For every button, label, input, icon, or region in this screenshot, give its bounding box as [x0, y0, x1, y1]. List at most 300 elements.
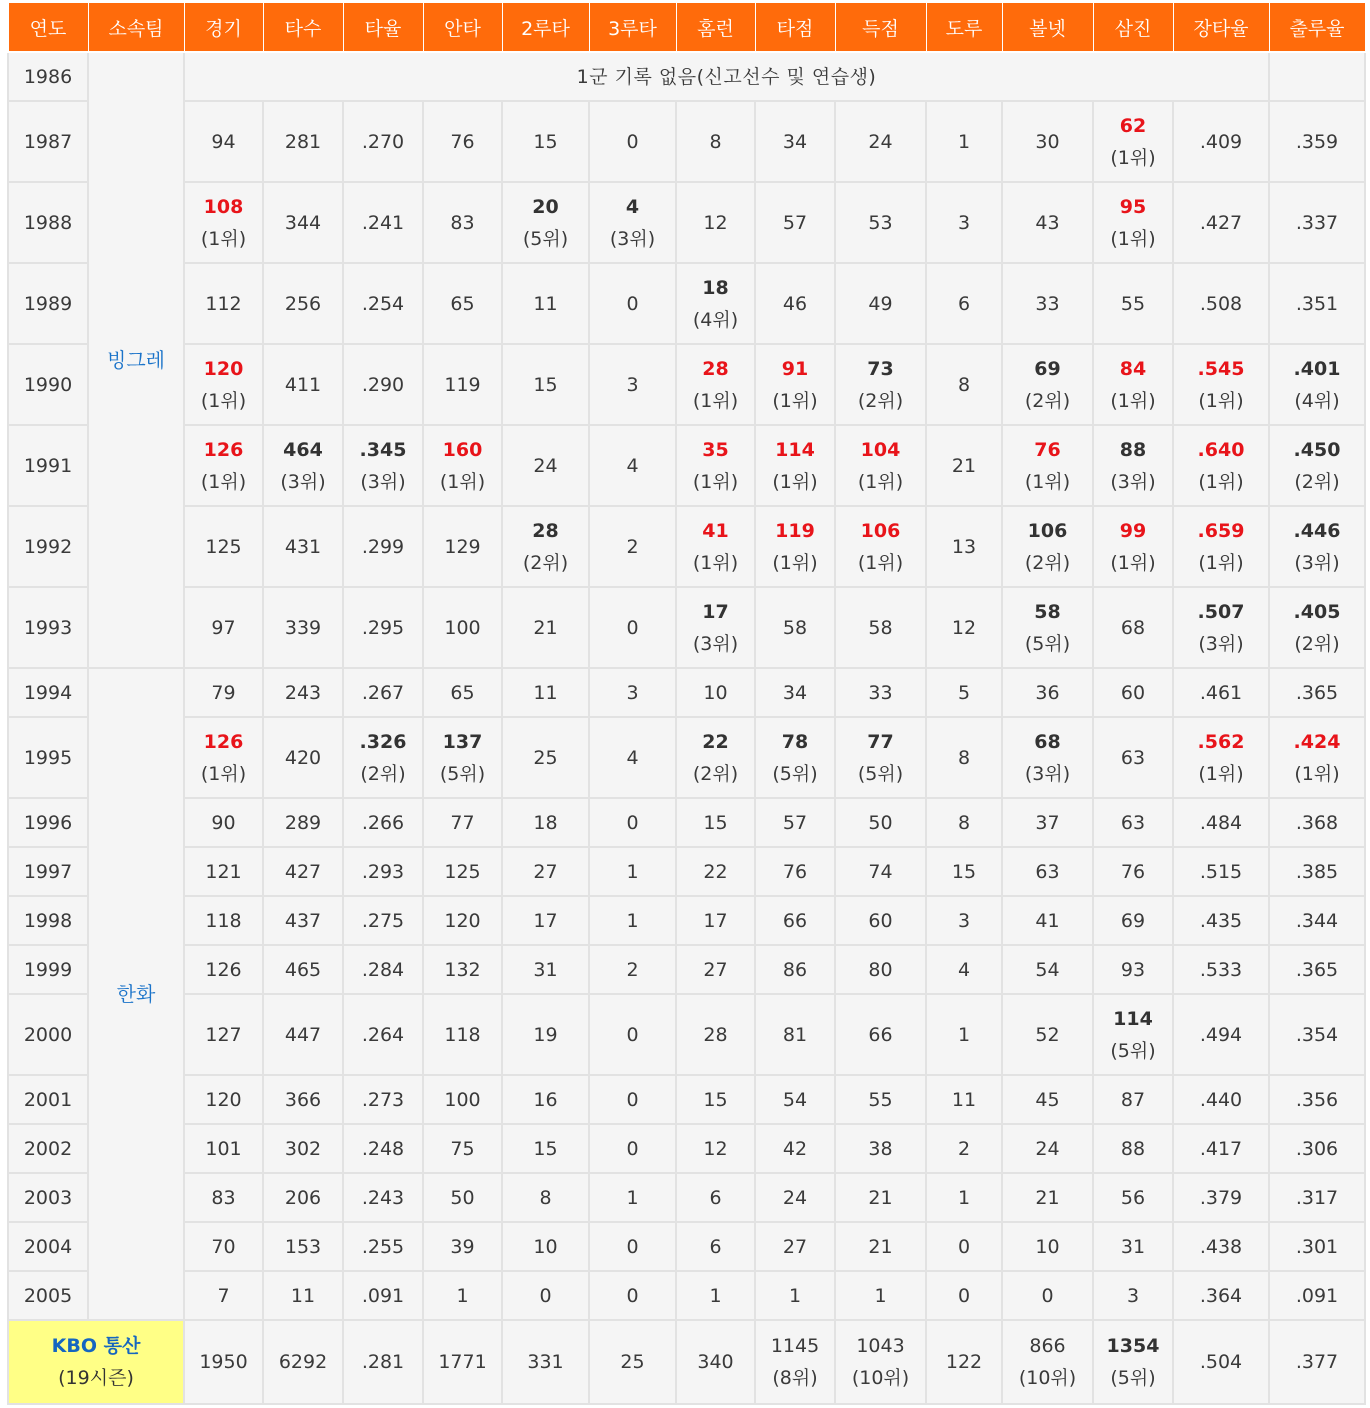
table-row	[8, 1271, 1365, 1320]
stat-cell	[1093, 101, 1173, 182]
stat-rank: (2위)	[1294, 470, 1340, 493]
stat-cell	[184, 1222, 263, 1271]
stat-value: .359	[1295, 130, 1339, 153]
stat-cell	[676, 506, 755, 587]
stat-value: 114	[775, 438, 815, 461]
stat-value: 27	[533, 860, 558, 883]
stat-cell	[1269, 847, 1365, 896]
stat-cell	[263, 668, 343, 717]
stat-value: 24	[782, 1186, 808, 1209]
stat-value: 91	[781, 357, 809, 380]
stat-value: .299	[361, 535, 405, 558]
stat-value: .365	[1295, 958, 1339, 981]
stat-value: 42	[782, 1137, 808, 1160]
stat-cell	[755, 1173, 835, 1222]
stat-value: 1	[957, 1023, 971, 1046]
stat-rank: (1위)	[200, 470, 247, 493]
stat-cell	[1269, 945, 1365, 994]
stat-value: 11	[290, 1284, 316, 1307]
stat-cell	[835, 717, 926, 798]
column-header: 안타	[423, 3, 502, 53]
stat-cell	[423, 344, 502, 425]
stat-value: .290	[361, 373, 405, 396]
stat-value: 66	[868, 1023, 893, 1046]
stat-cell	[1173, 506, 1269, 587]
stat-rank: (5위)	[1110, 1367, 1156, 1389]
stat-value: 129	[444, 535, 481, 558]
stat-cell	[835, 945, 926, 994]
stat-value: .091	[1295, 1284, 1339, 1307]
stat-cell	[835, 182, 926, 263]
stat-cell	[1269, 896, 1365, 945]
table-row	[8, 945, 1365, 994]
stat-value: 4	[626, 454, 639, 477]
stat-cell	[1093, 717, 1173, 798]
column-header: 경기	[184, 3, 263, 53]
stat-rank: (10위)	[1018, 1367, 1077, 1389]
stat-value: 27	[703, 958, 728, 981]
stat-value: .450	[1293, 438, 1341, 461]
stat-cell	[676, 847, 755, 896]
stat-cell	[263, 587, 343, 668]
table-header	[8, 3, 1365, 53]
stat-cell	[343, 1320, 423, 1404]
stat-cell	[263, 1124, 343, 1173]
stat-value: 66	[782, 909, 808, 932]
stat-value: 13	[951, 535, 977, 558]
stat-cell	[1173, 717, 1269, 798]
stat-value: 62	[1119, 114, 1147, 137]
stat-rank: (1위)	[772, 551, 818, 574]
stat-value: 58	[782, 616, 808, 639]
stat-value: 69	[1034, 357, 1061, 380]
stat-cell	[502, 896, 589, 945]
stat-value: 104	[860, 438, 901, 461]
stat-value: 0	[957, 1235, 971, 1258]
stat-value: 118	[444, 1023, 481, 1046]
stat-cell	[755, 1124, 835, 1173]
stat-cell	[343, 1271, 423, 1320]
table-row	[8, 1075, 1365, 1124]
stat-cell	[502, 945, 589, 994]
stat-rank: (1위)	[857, 551, 904, 574]
stat-value: 17	[703, 909, 728, 932]
stat-cell	[835, 1320, 926, 1404]
stat-cell	[676, 101, 755, 182]
stat-value: .484	[1199, 811, 1243, 834]
stat-value: 55	[868, 1088, 893, 1111]
stat-value: 0	[1041, 1284, 1054, 1307]
column-header: 타수	[263, 3, 343, 53]
stat-cell	[1269, 668, 1365, 717]
stat-rank: (5위)	[1024, 632, 1071, 655]
stat-cell	[1093, 1124, 1173, 1173]
stat-value: 76	[782, 860, 808, 883]
stat-cell	[1093, 1222, 1173, 1271]
stat-value: 366	[284, 1088, 322, 1111]
stat-cell	[343, 668, 423, 717]
column-header: 삼진	[1093, 3, 1173, 53]
stat-value: .385	[1295, 860, 1339, 883]
stat-cell	[926, 847, 1002, 896]
stat-cell	[1269, 798, 1365, 847]
stat-value: .264	[361, 1023, 405, 1046]
stat-cell	[1093, 896, 1173, 945]
stat-rank: (2위)	[857, 389, 904, 412]
stat-value: 54	[782, 1088, 808, 1111]
stat-value: 10	[533, 1235, 558, 1258]
stat-cell	[676, 1124, 755, 1173]
stat-value: 68	[1120, 616, 1146, 639]
stat-cell	[502, 994, 589, 1075]
stat-value: 1	[709, 1284, 722, 1307]
stat-cell	[423, 994, 502, 1075]
stat-rank: (1위)	[200, 227, 247, 250]
stat-value: 120	[205, 1088, 242, 1111]
stat-cell	[676, 1271, 755, 1320]
column-header: 타점	[755, 3, 835, 53]
stat-cell	[835, 263, 926, 344]
stat-value: 25	[620, 1351, 645, 1373]
stat-cell	[589, 798, 676, 847]
stat-cell	[1002, 506, 1093, 587]
year-cell: 1993	[8, 587, 88, 668]
stat-value: 8	[957, 746, 971, 769]
year-cell: 1988	[8, 182, 88, 263]
stat-value: 28	[702, 357, 729, 380]
stat-value: 15	[533, 373, 558, 396]
stat-cell	[926, 506, 1002, 587]
stat-value: 344	[284, 211, 322, 234]
stat-cell	[263, 1222, 343, 1271]
column-header: 타율	[343, 3, 423, 53]
stat-cell	[263, 344, 343, 425]
stat-value: 63	[1120, 811, 1146, 834]
stat-value: 43	[1035, 211, 1060, 234]
stat-value: 46	[782, 292, 808, 315]
stat-cell	[423, 1271, 502, 1320]
stat-value: 58	[1034, 600, 1061, 623]
stat-cell	[1173, 847, 1269, 896]
stat-value: 3	[626, 373, 639, 396]
team-cell: 한화	[88, 668, 184, 1320]
stat-cell	[1002, 1173, 1093, 1222]
stat-value: 119	[775, 519, 815, 542]
stat-value: 121	[205, 860, 242, 883]
stat-value: 106	[860, 519, 901, 542]
stat-value: 94	[211, 130, 236, 153]
stat-value: .435	[1199, 909, 1243, 932]
stat-cell	[1002, 182, 1093, 263]
stat-cell	[1093, 1075, 1173, 1124]
stat-cell	[835, 847, 926, 896]
stat-cell	[502, 1320, 589, 1404]
stat-rank: (5위)	[772, 762, 818, 785]
stat-cell	[502, 668, 589, 717]
stat-cell	[835, 1222, 926, 1271]
stat-cell	[755, 847, 835, 896]
stat-cell	[926, 344, 1002, 425]
stat-value: .295	[361, 616, 405, 639]
stat-value: 11	[533, 681, 558, 704]
table-row	[8, 1222, 1365, 1271]
stat-cell	[1093, 668, 1173, 717]
stat-cell	[343, 263, 423, 344]
stat-cell	[755, 587, 835, 668]
stat-cell	[755, 101, 835, 182]
stat-cell	[755, 263, 835, 344]
column-header: 연도	[8, 3, 88, 53]
column-header: 득점	[835, 3, 926, 53]
column-header: 출루율	[1269, 3, 1365, 53]
stat-cell	[755, 798, 835, 847]
table-row	[8, 798, 1365, 847]
stat-cell	[589, 1320, 676, 1404]
stat-cell	[1093, 1320, 1173, 1404]
stat-value: 41	[1035, 909, 1060, 932]
stat-value: 120	[444, 909, 481, 932]
stat-value: .364	[1199, 1284, 1243, 1307]
stat-value: 106	[1027, 519, 1068, 542]
stat-value: .293	[361, 860, 405, 883]
stat-value: .409	[1199, 130, 1243, 153]
stat-cell	[1173, 1271, 1269, 1320]
stat-value: 866	[1029, 1335, 1066, 1357]
year-cell: 1987	[8, 101, 88, 182]
stat-cell	[184, 344, 263, 425]
column-header: 소속팀	[88, 3, 184, 53]
stat-rank: (1위)	[772, 389, 818, 412]
stat-value: 90	[211, 811, 236, 834]
stat-cell	[343, 1075, 423, 1124]
stat-value: .377	[1295, 1351, 1339, 1373]
stat-cell	[589, 263, 676, 344]
stat-cell	[1093, 994, 1173, 1075]
stat-value: 3	[1126, 1284, 1140, 1307]
stat-value: 1	[456, 1284, 469, 1307]
column-header: 도루	[926, 3, 1002, 53]
stat-rank: (3위)	[1198, 632, 1244, 655]
stat-value: 6292	[278, 1351, 328, 1373]
stat-cell	[502, 847, 589, 896]
stat-cell	[835, 101, 926, 182]
stat-cell	[263, 101, 343, 182]
year-cell: 2000	[8, 994, 88, 1075]
stat-cell	[1002, 896, 1093, 945]
stat-cell	[1269, 182, 1365, 263]
stat-value: .417	[1199, 1137, 1243, 1160]
stat-cell	[676, 263, 755, 344]
stat-cell	[1002, 847, 1093, 896]
stat-cell	[1002, 101, 1093, 182]
stat-value: 22	[703, 860, 728, 883]
stat-cell	[1269, 101, 1365, 182]
stat-cell	[676, 896, 755, 945]
stat-cell	[835, 1173, 926, 1222]
stat-cell	[1093, 182, 1173, 263]
stat-value: 50	[868, 811, 893, 834]
year-cell: 2001	[8, 1075, 88, 1124]
stat-cell	[755, 896, 835, 945]
stat-cell	[423, 101, 502, 182]
stat-value: 35	[702, 438, 729, 461]
stat-value: 118	[205, 909, 242, 932]
stat-rank: (4위)	[1294, 389, 1340, 412]
stat-value: .504	[1199, 1351, 1243, 1373]
stat-value: 0	[957, 1284, 971, 1307]
stat-value: 12	[703, 211, 728, 234]
table-row	[8, 344, 1365, 425]
stat-cell	[755, 344, 835, 425]
table-row	[8, 896, 1365, 945]
stat-value: 37	[1035, 811, 1060, 834]
year-cell: 2003	[8, 1173, 88, 1222]
stat-cell	[589, 847, 676, 896]
stat-value: 0	[626, 1088, 639, 1111]
stat-rank: (1위)	[857, 470, 904, 493]
stat-value: 30	[1035, 130, 1060, 153]
stat-cell	[1093, 945, 1173, 994]
stat-rank: (1위)	[1110, 551, 1156, 574]
stat-value: 18	[702, 276, 729, 299]
stat-value: .507	[1197, 600, 1245, 623]
stat-value: 24	[868, 130, 893, 153]
stat-value: .317	[1295, 1186, 1339, 1209]
stat-value: .379	[1199, 1186, 1243, 1209]
stat-value: 88	[1120, 1137, 1146, 1160]
stat-cell	[423, 263, 502, 344]
stat-cell	[343, 101, 423, 182]
stat-rank: (3위)	[1024, 762, 1071, 785]
stat-rank: (5위)	[1110, 1039, 1156, 1062]
stat-value: 70	[211, 1235, 236, 1258]
stat-rank: (2위)	[1024, 389, 1071, 412]
stat-cell	[184, 1173, 263, 1222]
stat-cell	[755, 182, 835, 263]
stat-value: 125	[205, 535, 242, 558]
stat-value: .427	[1199, 211, 1243, 234]
stat-value: 431	[284, 535, 322, 558]
stat-value: 31	[1120, 1235, 1146, 1258]
stat-value: 0	[626, 1235, 639, 1258]
stat-value: 80	[868, 958, 893, 981]
stat-rank: (1위)	[1110, 227, 1156, 250]
stat-value: 114	[1113, 1007, 1153, 1030]
stat-value: 12	[951, 616, 977, 639]
stat-value: 36	[1035, 681, 1060, 704]
stat-value: 21	[868, 1235, 893, 1258]
stat-cell	[926, 717, 1002, 798]
stat-value: .438	[1199, 1235, 1243, 1258]
stat-value: 1043	[856, 1335, 905, 1357]
stat-cell	[263, 182, 343, 263]
stat-value: 0	[626, 292, 639, 315]
stat-cell	[263, 1173, 343, 1222]
stat-cell	[343, 587, 423, 668]
stat-cell	[1269, 344, 1365, 425]
empty-cell	[1269, 52, 1365, 101]
stat-cell	[835, 506, 926, 587]
stat-cell	[1173, 668, 1269, 717]
stat-value: .533	[1199, 958, 1243, 981]
stat-cell	[755, 506, 835, 587]
stat-cell	[184, 1271, 263, 1320]
stat-cell	[926, 945, 1002, 994]
stat-value: 15	[533, 130, 558, 153]
stat-cell	[1002, 945, 1093, 994]
stat-cell	[184, 587, 263, 668]
stat-cell	[502, 506, 589, 587]
stat-value: 122	[945, 1351, 983, 1373]
stat-cell	[589, 1222, 676, 1271]
stat-value: 120	[203, 357, 244, 380]
stat-cell	[263, 798, 343, 847]
stat-value: .345	[359, 438, 407, 461]
stat-cell	[926, 1222, 1002, 1271]
stat-cell	[502, 1075, 589, 1124]
stat-cell	[1173, 994, 1269, 1075]
stat-cell	[589, 425, 676, 506]
stat-cell	[343, 1173, 423, 1222]
stat-rank: (1위)	[200, 762, 247, 785]
stat-cell	[755, 1320, 835, 1404]
stat-value: 256	[284, 292, 322, 315]
totals-row	[8, 1320, 1365, 1404]
stat-cell	[184, 994, 263, 1075]
stat-value: 132	[444, 958, 481, 981]
stat-value: .354	[1295, 1023, 1339, 1046]
stat-value: 17	[533, 909, 558, 932]
stat-cell	[755, 1222, 835, 1271]
stat-value: 60	[868, 909, 893, 932]
column-header: 홈런	[676, 3, 755, 53]
stat-value: 3	[957, 909, 971, 932]
stat-cell	[676, 717, 755, 798]
stat-rank: (2위)	[360, 762, 406, 785]
stat-cell	[1093, 263, 1173, 344]
stat-value: 49	[868, 292, 893, 315]
stat-cell	[184, 101, 263, 182]
stat-cell	[1269, 1075, 1365, 1124]
stat-value: 427	[284, 860, 322, 883]
stat-cell	[423, 425, 502, 506]
stat-cell	[1093, 798, 1173, 847]
stat-value: .545	[1197, 357, 1245, 380]
stat-cell	[676, 1222, 755, 1271]
stat-value: 1	[626, 860, 639, 883]
stat-value: 34	[782, 130, 808, 153]
stat-value: .562	[1197, 730, 1245, 753]
stat-value: 68	[1034, 730, 1061, 753]
stat-cell	[1269, 717, 1365, 798]
stat-cell	[926, 896, 1002, 945]
stat-rank: (1위)	[1198, 762, 1244, 785]
stat-value: 126	[203, 730, 244, 753]
stat-rank: (3위)	[692, 632, 739, 655]
column-header: 3루타	[589, 3, 676, 53]
stat-value: 7	[217, 1284, 230, 1307]
stat-cell	[263, 994, 343, 1075]
stat-value: .255	[361, 1235, 405, 1258]
stat-cell	[676, 344, 755, 425]
stat-value: 86	[782, 958, 808, 981]
year-cell: 2002	[8, 1124, 88, 1173]
stat-value: 78	[781, 730, 809, 753]
no-record-note: 1군 기록 없음(신고선수 및 연습생)	[184, 52, 1269, 101]
stat-cell	[502, 1222, 589, 1271]
stat-cell	[1002, 1271, 1093, 1320]
stat-value: 99	[1119, 519, 1147, 542]
